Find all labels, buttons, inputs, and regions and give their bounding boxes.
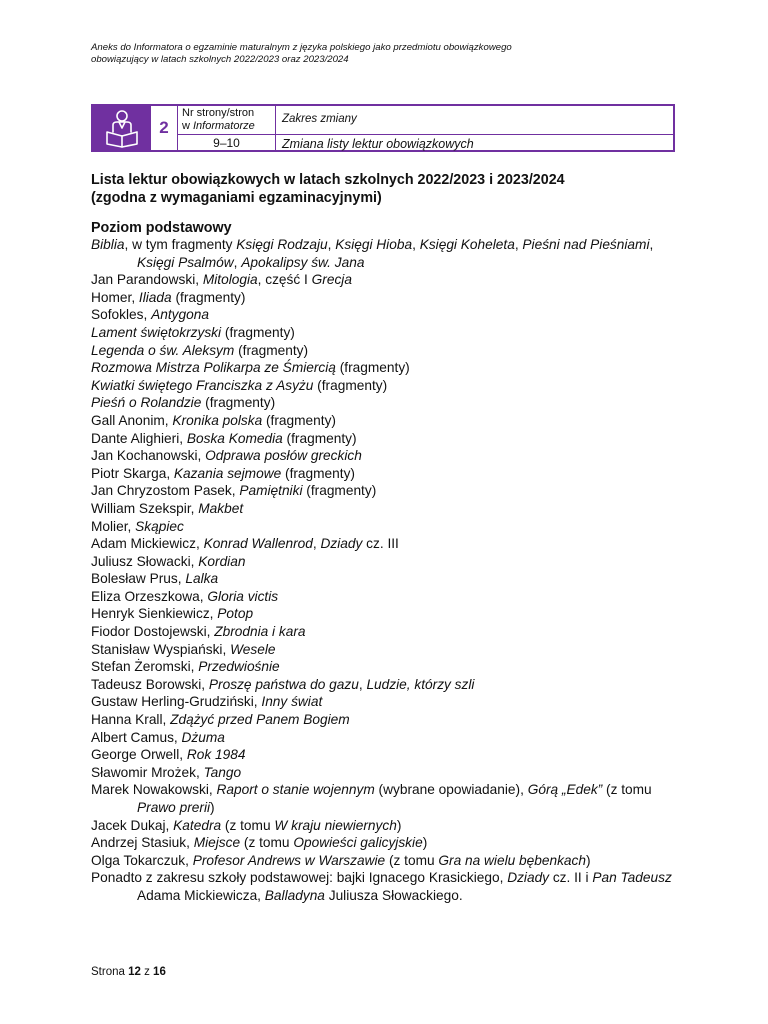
list-item-text: (fragmenty) <box>313 377 388 393</box>
work-title: Kazania sejmowe <box>173 465 282 481</box>
work-title: Konrad Wallenrod <box>203 536 313 552</box>
list-item-text: ) <box>586 852 591 868</box>
list-item-text: Jan Chryzostom Pasek, <box>91 483 240 499</box>
list-item-text: (wybrane opowiadanie), <box>374 782 528 798</box>
work-title: Księgi Rodzaju <box>236 237 328 252</box>
work-title: Dżuma <box>181 729 225 745</box>
list-item-text: (fragmenty) <box>221 324 295 340</box>
list-item-text: Hanna Krall, <box>91 712 171 728</box>
page-column-header <box>178 106 276 134</box>
list-item-text: (fragmenty) <box>281 465 355 481</box>
list-item <box>91 518 681 536</box>
list-item-text: , <box>358 676 367 692</box>
list-item-text: , część I <box>257 272 312 288</box>
list-item <box>91 834 681 852</box>
list-item <box>91 359 681 377</box>
list-item-text: , <box>412 237 420 252</box>
list-item-text: ) <box>422 835 428 851</box>
work-title: Pamiętniki <box>239 483 303 499</box>
work-title: Iliada <box>138 289 172 305</box>
work-title: Księgi Psalmów <box>137 254 234 270</box>
list-item-text: (fragmenty) <box>262 412 336 428</box>
work-title: Księgi Koheleta <box>419 237 515 252</box>
change-table-header <box>178 106 673 135</box>
list-item-text: (fragmenty) <box>282 430 357 446</box>
list-item-text: , <box>649 237 654 252</box>
list-item-text: cz. III <box>362 536 399 552</box>
list-item-text: Gall Anonim, <box>91 412 173 428</box>
list-item <box>91 605 681 623</box>
work-title: Odprawa posłów greckich <box>205 448 362 464</box>
list-item-text: , <box>233 254 242 270</box>
list-item-text: (fragmenty) <box>171 289 246 305</box>
list-item-text: (z tomu <box>602 782 652 798</box>
list-item <box>91 377 681 395</box>
list-item-text: Dante Alighieri, <box>91 430 187 446</box>
change-number: 2 <box>151 106 178 150</box>
list-item <box>91 746 681 764</box>
list-item-text: cz. II i <box>549 870 593 886</box>
list-item-text: Adam Mickiewicz, <box>91 536 204 552</box>
list-item-text: Piotr Skarga, <box>91 465 174 481</box>
list-item <box>91 271 681 289</box>
work-title: Prawo prerii <box>137 800 211 815</box>
footer-of: z <box>144 966 150 978</box>
list-item-text: Stefan Żeromski, <box>91 659 199 675</box>
list-item-text: (z tomu <box>385 852 439 868</box>
header-note <box>91 42 711 66</box>
list-item-text: Jan Kochanowski, <box>91 448 206 464</box>
list-item-text: (fragmenty) <box>302 483 377 499</box>
reading-list <box>91 236 681 905</box>
list-item <box>91 412 681 430</box>
work-title: Rok 1984 <box>186 747 246 763</box>
list-item-text: Adama Mickiewicza, <box>137 887 265 903</box>
work-title: Gloria victis <box>207 588 279 604</box>
work-title: Katedra <box>173 817 222 833</box>
list-item-text: (z tomu <box>221 817 275 833</box>
list-item <box>91 500 681 518</box>
work-title: Boska Komedia <box>186 430 283 446</box>
work-title: Zbrodnia i kara <box>214 624 306 640</box>
list-item <box>91 711 681 729</box>
change-icon-cell <box>93 106 151 150</box>
page-footer <box>91 966 166 978</box>
work-title: Kwiatki świętego Franciszka z Asyżu <box>91 377 314 393</box>
work-title: Raport o stanie wojennym <box>216 782 375 798</box>
work-title: Zdążyć przed Panem Bogiem <box>170 712 350 728</box>
list-item <box>91 623 681 641</box>
list-item-text: Ponadto z zakresu szkoły podstawowej: bajki Ignacego Krasickiego, <box>91 870 508 886</box>
scope-value: Zmiana listy lektur obowiązkowych <box>282 137 474 151</box>
work-title: Grecja <box>311 272 352 288</box>
list-item <box>91 869 681 904</box>
list-item-text: , <box>327 237 336 252</box>
list-item <box>91 553 681 571</box>
title-line1: Lista lektur obowiązkowych w latach szkolnych 2022/2023 i 2023/2024 <box>91 172 565 188</box>
list-item <box>91 465 681 483</box>
work-title: Górą „Edek” <box>527 782 603 798</box>
list-item-text: Jan Parandowski, <box>91 272 203 288</box>
page-header-prefix: w <box>182 120 193 132</box>
reader-figure-icon <box>103 108 141 148</box>
work-title: Wesele <box>230 641 276 657</box>
work-title: Pieśń o Rolandzie <box>91 395 202 411</box>
work-title: Opowieści galicyjskie <box>293 835 423 851</box>
list-item-text: ) <box>396 817 402 833</box>
list-item <box>91 306 681 324</box>
work-title: W kraju niewiernych <box>274 817 397 833</box>
list-item <box>91 852 681 870</box>
work-title: Biblia <box>91 237 125 252</box>
section-title: Poziom podstawowy <box>91 220 232 236</box>
list-item <box>91 342 681 360</box>
list-item-text: , w tym fragmenty <box>124 237 237 252</box>
work-title: Pieśni nad Pieśniami <box>522 237 650 252</box>
work-title: Dziady <box>320 536 363 552</box>
list-item <box>91 641 681 659</box>
work-title: Proszę państwa do gazu <box>208 676 359 692</box>
list-item-text: Homer, <box>91 289 139 305</box>
list-item <box>91 764 681 782</box>
header-note-line1: Informatora o egzaminie maturalnym z języka polskiego jako przedmiotu obowiązkowego <box>131 42 512 53</box>
work-title: Balladyna <box>264 887 325 903</box>
list-item <box>91 394 681 412</box>
list-item-text: Sławomir Mrożek, <box>91 764 204 780</box>
change-table <box>178 106 673 150</box>
list-item <box>91 658 681 676</box>
work-title: Dziady <box>507 870 550 886</box>
list-item-text: Juliusza Słowackiego. <box>324 887 463 903</box>
list-item <box>91 430 681 448</box>
list-item-text: Eliza Orzeszkowa, <box>91 588 208 604</box>
list-item-text: Andrzej Stasiuk, <box>91 835 194 851</box>
page-header-italic: Informatorze <box>193 120 255 132</box>
page-title <box>91 171 711 207</box>
list-item-text: Bolesław Prus, <box>91 571 186 587</box>
list-item-text: , <box>312 536 321 552</box>
header-note-line2: obowiązujący w latach szkolnych 2022/2023 oraz 2023/2024 <box>91 54 349 65</box>
list-item-text: George Orwell, <box>91 747 187 763</box>
list-item <box>91 588 681 606</box>
list-item <box>91 289 681 307</box>
work-title: Inny świat <box>261 694 323 710</box>
list-item-text: Sofokles, <box>91 307 152 323</box>
header-note-prefix: Aneks do <box>91 42 132 53</box>
title-line2: (zgodna z wymaganiami egzaminacyjnymi) <box>91 190 382 206</box>
work-title: Tango <box>203 764 242 780</box>
work-title: Przedwiośnie <box>198 659 280 675</box>
work-title: Kordian <box>198 553 246 569</box>
list-item-text: Albert Camus, <box>91 729 182 745</box>
work-title: Rozmowa Mistrza Polikarpa ze Śmiercią <box>91 360 336 376</box>
list-item <box>91 781 681 816</box>
list-item <box>91 535 681 553</box>
list-item-text: Henryk Sienkiewicz, <box>91 606 218 622</box>
list-item-text: Gustaw Herling-Grudziński, <box>91 694 262 710</box>
work-title: Ludzie, którzy szli <box>366 676 475 692</box>
list-item-text: , <box>514 237 523 252</box>
work-title: Mitologia <box>202 272 258 288</box>
list-item-text: Molier, <box>91 518 136 534</box>
list-item <box>91 482 681 500</box>
list-item-text: Marek Nowakowski, <box>91 782 217 798</box>
list-item-text: Jacek Dukaj, <box>91 817 174 833</box>
list-item-text: Juliusz Słowacki, <box>91 553 199 569</box>
work-title: Lalka <box>185 571 219 587</box>
work-title: Makbet <box>198 500 244 516</box>
list-item-text: William Szekspir, <box>91 500 199 516</box>
work-title: Gra na wielu bębenkach <box>438 852 587 868</box>
work-title: Kronika polska <box>172 412 263 428</box>
work-title: Pan Tadeusz <box>592 870 672 886</box>
work-title: Lament świętokrzyski <box>91 324 222 340</box>
work-title: Księgi Hioba <box>335 237 413 252</box>
work-title: Profesor Andrews w Warszawie <box>192 852 386 868</box>
list-item <box>91 729 681 747</box>
list-item-text: Fiodor Dostojewski, <box>91 624 215 640</box>
list-item <box>91 447 681 465</box>
footer-total: 16 <box>153 966 166 978</box>
list-item-text: ) <box>210 800 215 815</box>
list-item-text: Olga Tokarczuk, <box>91 852 193 868</box>
list-item-text: Tadeusz Borowski, <box>91 676 209 692</box>
work-title: Miejsce <box>193 835 241 851</box>
work-title: Antygona <box>151 307 209 323</box>
list-item <box>91 817 681 835</box>
page-header-line1: Nr strony/stron <box>182 107 255 119</box>
list-item <box>91 324 681 342</box>
scope-column-header: Zakres zmiany <box>282 113 357 125</box>
work-title: Skąpiec <box>135 518 184 534</box>
list-item <box>91 676 681 694</box>
list-item <box>91 693 681 711</box>
list-item <box>91 570 681 588</box>
work-title: Apokalipsy św. Jana <box>241 254 365 270</box>
list-item-text: Stanisław Wyspiański, <box>91 641 231 657</box>
page-value: 9–10 <box>178 135 276 151</box>
list-item-text: (fragmenty) <box>335 360 410 376</box>
list-item-text: (fragmenty) <box>234 342 309 358</box>
footer-page: 12 <box>128 966 141 978</box>
list-item <box>91 236 681 271</box>
footer-prefix: Strona <box>91 966 125 978</box>
list-item-text: (fragmenty) <box>201 395 276 411</box>
change-table-row <box>178 135 673 151</box>
work-title: Legenda o św. Aleksym <box>91 342 235 358</box>
list-item-text: (z tomu <box>240 835 294 851</box>
change-box <box>91 104 675 152</box>
work-title: Potop <box>217 606 254 622</box>
